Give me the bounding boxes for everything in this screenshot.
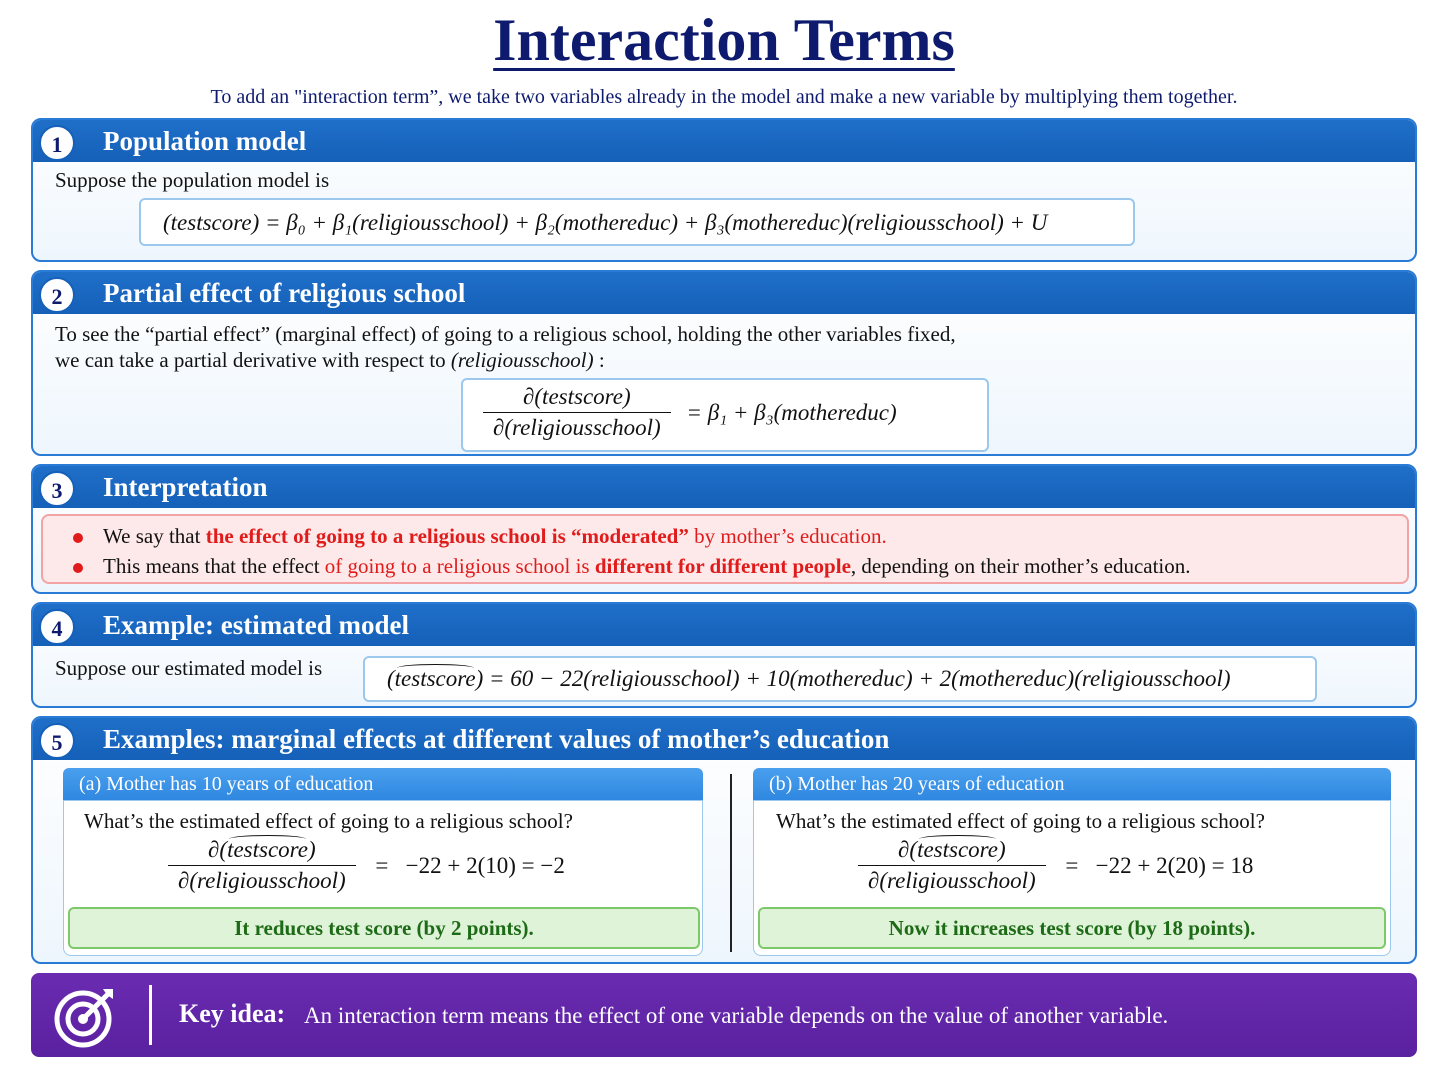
section-title: Population model	[103, 126, 307, 156]
section-header	[33, 604, 1415, 646]
fraction-rhs: = β₁ + β₃(mothereduc)	[686, 399, 897, 425]
partial-derivative-box	[461, 378, 989, 452]
section-marginal-effects	[31, 716, 1417, 964]
estimated-equation: ( testscore) = 60 − 22(religiousschool) + 10(mothereduc) + 2(mothereduc)(religiousschool)	[363, 656, 1317, 702]
fraction-denominator: ∂(religiousschool)	[493, 415, 661, 440]
result-box: It reduces test score (by 2 points).	[68, 907, 700, 949]
section-text: Suppose the population model is	[55, 168, 330, 192]
equation-rest: = 60 − 22(religiousschool) + 10(mothereduc) + 2(mothereduc)(religiousschool)	[489, 666, 1231, 691]
key-idea-label: Key idea:	[179, 999, 286, 1028]
section-population-model	[31, 118, 1417, 262]
fraction-denominator: ∂(religiousschool)	[868, 868, 1036, 893]
section-partial-effect	[31, 270, 1417, 456]
key-idea-banner	[31, 973, 1417, 1057]
bullet-emphasis: different for different people	[594, 554, 851, 578]
section-number: 1	[39, 125, 75, 161]
section-header	[33, 120, 1415, 162]
section-text-line2	[55, 348, 605, 373]
bullet-dot-icon	[73, 533, 83, 543]
panel-equation: ∂( testscore) ∂(religiousschool) = −22 + 2(10) = −2	[168, 837, 565, 894]
section-header	[33, 466, 1415, 508]
fraction-numerator: testscore	[227, 837, 308, 862]
key-idea-text: An interaction term means the effect of one variable depends on the value of another variable.	[304, 1003, 1169, 1028]
section-number: 4	[39, 609, 75, 645]
text-suffix: :	[593, 348, 605, 372]
section-title: Example: estimated model	[103, 610, 409, 640]
bullet-text: We say that	[103, 524, 206, 548]
page-title: Interaction Terms	[493, 7, 955, 73]
result-box: Now it increases test score (by 18 points).	[758, 907, 1386, 949]
target-icon	[53, 985, 117, 1049]
section-estimated-model	[31, 602, 1417, 708]
fraction-rhs: = −22 + 2(10) = −2	[375, 852, 565, 878]
fraction-numerator: testscore	[917, 837, 998, 862]
hat-icon	[919, 835, 996, 843]
section-text: Suppose our estimated model is	[55, 656, 323, 680]
text-prefix: we can take a partial derivative with respect to	[55, 348, 446, 372]
section-number: 3	[39, 471, 75, 507]
panel-question: What’s the estimated effect of going to a religious school?	[84, 809, 573, 833]
section-number: 5	[39, 723, 75, 759]
section-header	[33, 718, 1415, 760]
bullet-text: by mother’s education.	[688, 524, 887, 548]
hat-icon	[397, 664, 474, 672]
fraction-rhs: = −22 + 2(20) = 18	[1065, 852, 1254, 878]
panel-a-body	[63, 800, 703, 956]
bullet-text: This means that the effect	[103, 554, 325, 578]
bullet-red-text: of going to a religious school is	[324, 554, 595, 578]
partial-derivative-fraction	[483, 384, 671, 441]
fraction-denominator: ∂(religiousschool)	[178, 868, 346, 893]
panel-a-header: (a) Mother has 10 years of education	[63, 768, 703, 800]
panel-b-body	[753, 800, 1391, 956]
bullet-text: , depending on their mother’s education.	[850, 554, 1191, 578]
bullet-emphasis: the effect of going to a religious school is “moderated”	[205, 524, 689, 548]
panel-equation: ∂( testscore) ∂(religiousschool) = −22 + 2(20) = 18	[858, 837, 1253, 894]
page-subtitle: To add an "interaction term”, we take two variables already in the model and make a new variable by multiplying them together.	[210, 86, 1238, 108]
bullet-dot-icon	[73, 563, 83, 573]
section-title: Interpretation	[103, 472, 268, 502]
fraction-numerator: ∂(testscore)	[483, 384, 671, 413]
estimated-lhs: testscore	[394, 666, 476, 691]
panel-divider	[730, 774, 732, 952]
panel-b-header: (b) Mother has 20 years of education	[753, 768, 1391, 800]
key-idea-divider	[149, 985, 152, 1045]
interpretation-box	[41, 514, 1409, 584]
variable-name: (religiousschool)	[450, 348, 594, 372]
section-header	[33, 272, 1415, 314]
section-title: Examples: marginal effects at different values of mother’s education	[103, 724, 890, 754]
panel-question: What’s the estimated effect of going to a religious school?	[776, 809, 1265, 833]
population-equation: (testscore) = β₀ + β₁(religiousschool) + β₂(mothereduc) + β₃(mothereduc)(religiousschool) + U	[139, 198, 1135, 246]
hat-icon	[229, 835, 306, 843]
section-number: 2	[39, 277, 75, 313]
section-text-line1: To see the “partial effect” (marginal effect) of going to a religious school, holding the other variables fixed,	[55, 322, 956, 346]
section-title: Partial effect of religious school	[103, 278, 466, 308]
section-interpretation	[31, 464, 1417, 594]
